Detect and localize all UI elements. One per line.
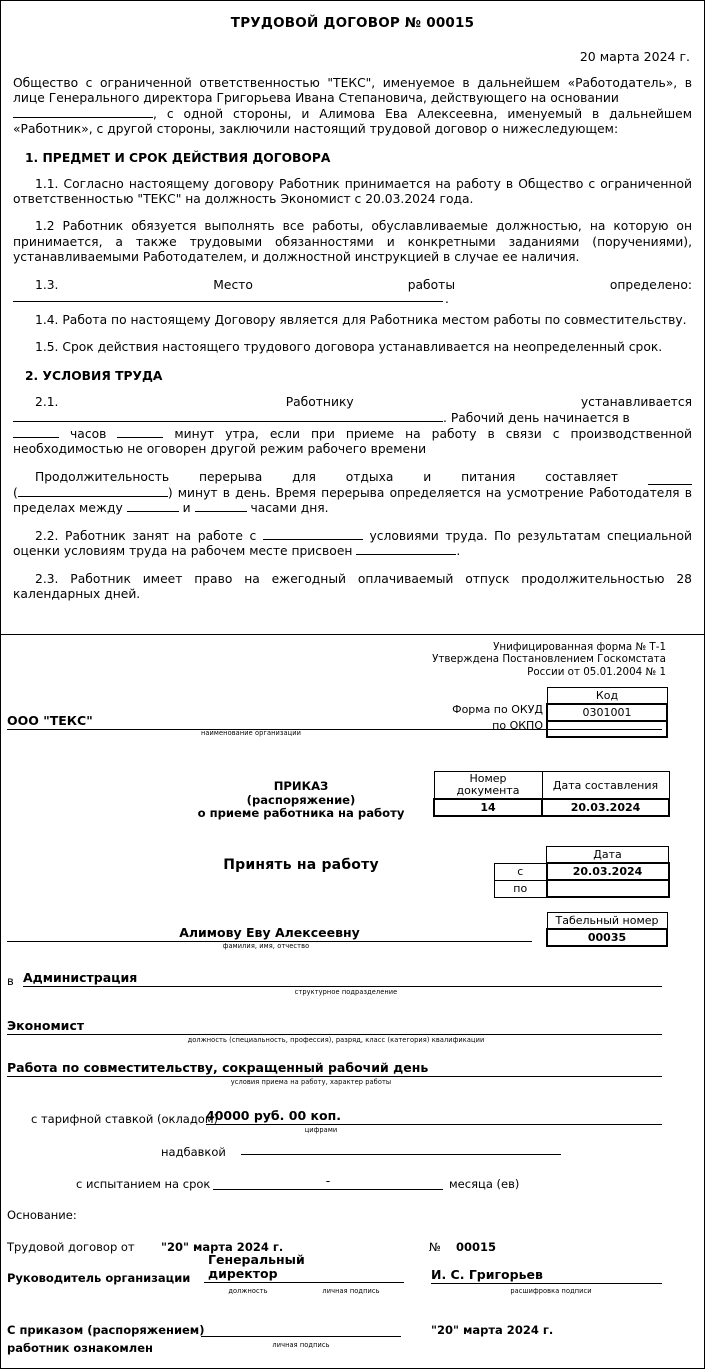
table-row [547, 913, 667, 930]
probation-suffix: месяца (ев) [449, 1177, 520, 1191]
employee-name[interactable]: Алимову Еву Алексеевну [7, 925, 532, 942]
date-header-cell: Дата [547, 847, 669, 864]
clause-1-3-number: 1.3. [35, 277, 59, 292]
break-word-rest: отдыха [345, 469, 394, 484]
code-header-cell: Код [547, 688, 667, 705]
from-label-cell: с [495, 863, 547, 880]
docnum-header-cell [434, 772, 542, 800]
probation-label: с испытанием на срок [76, 1177, 211, 1191]
work-conditions-value[interactable]: Работа по совместительству, сокращенный рабочий день [7, 1060, 662, 1077]
bonus-value[interactable] [241, 1141, 561, 1155]
order-title-line-1: ПРИКАЗ [273, 779, 329, 793]
form-header-line-3: России от 05.01.2004 № 1 [527, 665, 666, 678]
docnum-value-cell[interactable]: 14 [434, 799, 542, 816]
break-word-break: перерыва [198, 469, 263, 484]
head-signature-caption: личная подпись [322, 1287, 380, 1295]
clause-break-continued: ( ) минут в день. Время перерыва определяется на усмотрение Работодателя в пределах между и часами дня. [13, 485, 692, 516]
organization-name: ООО "ТЕКС" [7, 713, 662, 730]
break-minutes-words-blank[interactable] [18, 496, 168, 497]
form-header-line-2: Утверждена Постановлением Госкомстата [432, 653, 666, 666]
clause-1-5: 1.5. Срок действия настоящего трудового договора устанавливается на неопределенный срок. [35, 340, 663, 355]
clause-break-duration [13, 470, 692, 485]
tabnum-value-cell[interactable]: 00035 [547, 929, 667, 946]
clause-2-1-continued [13, 411, 692, 457]
break-to-blank[interactable] [195, 511, 247, 512]
preamble-text-1: Общество с ограниченной ответственностью "ТЕКС", именуемое в дальнейшем «Работодатель», в лице Генерального директора Григорьева Ивана Степановича, действующего на основании [13, 76, 692, 106]
clause-2-2-text-b: условиями труда. По результатам специальной оценки условиям труда на рабочем месте присвоен [13, 528, 692, 559]
acknowledgement-signature-field[interactable] [201, 1323, 401, 1337]
head-position-line-1: Генеральный [208, 1252, 305, 1267]
employment-contract-page [0, 0, 705, 645]
clause-2-1-tail: . Рабочий день начинается в [443, 411, 630, 426]
break-minutes-blank[interactable] [648, 470, 692, 485]
acknowledgement-date: "20" марта 2024 г. [431, 1323, 554, 1337]
clause-2-1 [13, 395, 692, 410]
preamble-blank-basis[interactable] [13, 117, 153, 118]
table-row [434, 772, 669, 800]
okpo-label: по ОКПО [492, 719, 543, 732]
clause-1-3-word-defined: определено: [609, 277, 692, 292]
clause-1-3-word-place: Место [213, 277, 253, 292]
to-date-cell[interactable] [547, 880, 669, 897]
break-word-and: и [423, 469, 432, 484]
clause-1-3-blank[interactable] [13, 301, 443, 302]
working-conditions-blank[interactable] [263, 539, 363, 540]
docdate-value-cell[interactable]: 20.03.2024 [542, 799, 669, 816]
salary-caption: цифрами [304, 1126, 338, 1134]
accept-to-work-label: Принять на работу [223, 857, 379, 873]
head-label: Руководитель организации [7, 1271, 191, 1285]
from-date-cell[interactable]: 20.03.2024 [547, 863, 669, 880]
department-prefix: в [7, 974, 14, 988]
organization-name-caption: наименование организации [200, 729, 301, 737]
assessment-class-blank[interactable] [356, 554, 456, 555]
order-title-line-3: о приеме работника на работу [197, 806, 405, 821]
department-caption: структурное подразделение [294, 988, 398, 996]
table-row [495, 880, 669, 897]
break-word-meal: питания [461, 469, 516, 484]
salary-value[interactable]: 40000 руб. 00 коп. [206, 1108, 662, 1125]
head-name: И. С. Григорьев [431, 1267, 662, 1284]
clause-2-3: 2.3. Работник имеет право на ежегодный оплачиваемый отпуск продолжительностью 28 календарных дней. [13, 571, 692, 601]
break-text-2: ) минут в день. Время перерыва определяется на усмотрение Работодателя в пределах между [13, 485, 692, 516]
clause-1-3-blank-row [13, 293, 692, 305]
contract-ref-number: 00015 [456, 1240, 497, 1254]
form-header-line-1: Унифицированная форма № Т-1 [493, 641, 666, 653]
head-name-caption: расшифровка подписи [510, 1287, 592, 1295]
clause-2-1-minutes-text: минут утра, если при приеме на работу в связи с производственной необходимостью не оговорен другой режим рабочего времени [13, 426, 693, 457]
work-conditions-caption: условия приема на работу, характер работы [230, 1078, 392, 1086]
docnum-header-line-1: Номер [469, 772, 507, 785]
contract-preamble [13, 76, 692, 138]
table-row [434, 799, 669, 816]
break-text-4: часами дня. [250, 501, 329, 516]
head-position-caption: должность [228, 1287, 268, 1295]
clause-2-1-blank[interactable] [13, 421, 443, 422]
position-caption: должность (специальность, профессия), разряд, класс (категория) квалификации [187, 1036, 485, 1044]
preamble-text-2: , с одной стороны, и Алимова Ева Алексеевна, именуемый в дальнейшем «Работник», с другой стороны, заключили настоящий трудовой договор о нижеследующем: [13, 106, 692, 137]
probation-value[interactable]: - [213, 1173, 443, 1190]
clause-2-1-word-established: устанавливается [580, 394, 692, 409]
clause-1-4: 1.4. Работа по настоящему Договору является для Работника местом работы по совместительству. [35, 313, 687, 328]
break-word-for: для [292, 469, 316, 484]
salary-label: с тарифной ставкой (окладом) [31, 1112, 218, 1126]
period-date-table [494, 846, 670, 898]
clause-1-3-period: . [445, 292, 449, 307]
contract-ref-date: "20" марта 2024 г. [161, 1240, 284, 1254]
docnum-header-line-2: документа [456, 784, 520, 797]
clause-1-2: 1.2 Работник обязуется выполнять все работы, обуславливаемые должностью, на которую он принимается, а также трудовыми обязанностями и конкретными заданиями (поручениями), устанавливаемыми Работодателем, и должностной инструкцией в случае ее наличия. [13, 219, 692, 265]
acknowledgement-label-line-1: С приказом (распоряжением) [7, 1323, 205, 1337]
break-word-duration: Продолжительность [35, 469, 170, 484]
acknowledgement-label-line-2: работник ознакомлен [7, 1341, 153, 1355]
break-word-is: составляет [545, 469, 619, 484]
start-hours-blank[interactable] [13, 437, 59, 438]
order-title-line-2: (распоряжение) [246, 792, 356, 807]
okud-label: Форма по ОКУД [452, 703, 543, 716]
contract-ref-label: Трудовой договор от [7, 1240, 135, 1254]
contract-ref-num-sign: № [429, 1240, 441, 1254]
document-number-table [433, 771, 670, 817]
contract-date: 20 марта 2024 г. [579, 49, 690, 64]
page-title: ТРУДОВОЙ ДОГОВОР № 00015 [230, 15, 475, 31]
break-from-blank[interactable] [127, 511, 179, 512]
head-position-line-2: директор [208, 1266, 278, 1281]
bonus-label: надбавкой [161, 1145, 226, 1159]
personnel-number-table [546, 912, 668, 947]
table-row [495, 863, 669, 880]
label-hours: часов [70, 426, 107, 441]
start-minutes-blank[interactable] [117, 437, 163, 438]
okud-value-cell[interactable]: 0301001 [547, 704, 667, 721]
clause-1-3-word-work: работы [407, 277, 456, 292]
department-value[interactable]: Администрация [23, 970, 662, 987]
clause-2-2 [13, 529, 692, 560]
order-title [151, 780, 451, 821]
employee-name-caption: фамилия, имя, отчество [222, 942, 310, 950]
clause-2-1-word-employee: Работнику [285, 394, 354, 409]
head-position [204, 1253, 404, 1283]
tabnum-header-cell: Табельный номер [547, 913, 667, 930]
break-word-and-2: и [182, 501, 191, 516]
to-label-cell: по [495, 880, 547, 897]
table-row [547, 929, 667, 946]
table-row [495, 847, 669, 864]
clause-2-2-text-a: 2.2. Работник занят на работе с [35, 528, 257, 543]
table-row [547, 688, 667, 705]
section-2-heading: 2. УСЛОВИЯ ТРУДА [25, 368, 163, 383]
clause-1-1: 1.1. Согласно настоящему договору Работник принимается на работу в Общество с ограниченной ответственностью "ТЕКС" на должность Экономист с 20.03.2024 года. [13, 176, 692, 207]
unified-form-header [432, 641, 666, 678]
clause-2-1-number: 2.1. [35, 394, 59, 409]
hiring-order-page [0, 634, 705, 1369]
docdate-header-cell: Дата составления [542, 772, 669, 800]
basis-label: Основание: [7, 1208, 77, 1222]
acknowledgement-signature-caption: личная подпись [272, 1341, 330, 1349]
clause-1-3 [13, 278, 692, 293]
position-value[interactable]: Экономист [7, 1018, 662, 1035]
section-1-heading: 1. ПРЕДМЕТ И СРОК ДЕЙСТВИЯ ДОГОВОРА [25, 150, 331, 165]
clause-2-2-period: . [456, 544, 461, 559]
period-empty-cell [495, 847, 547, 864]
